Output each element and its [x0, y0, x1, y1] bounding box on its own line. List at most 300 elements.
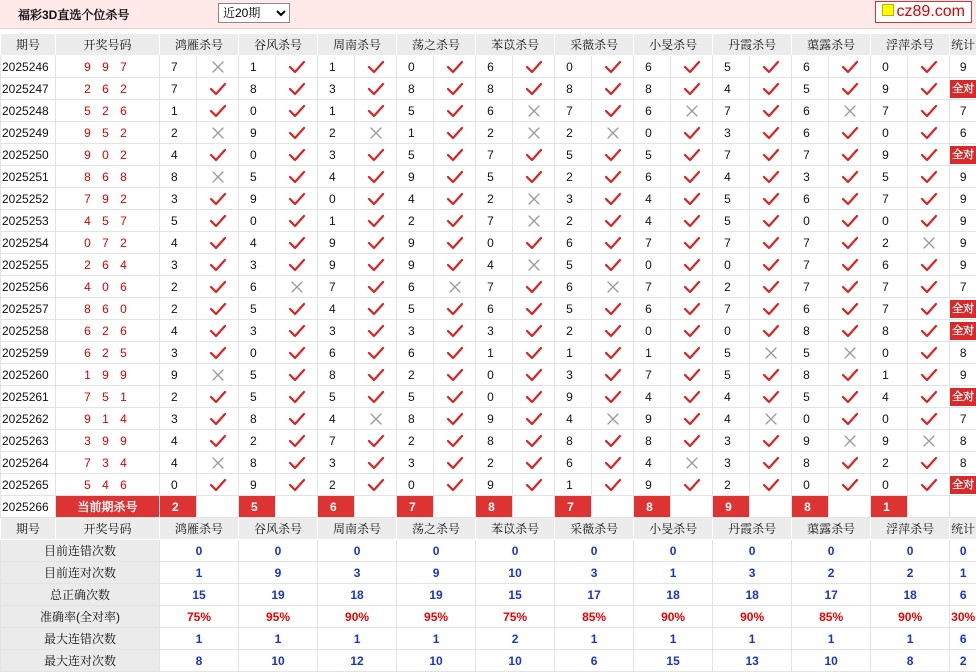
col-draw: 开奖号码 [56, 518, 160, 540]
check-icon [355, 386, 397, 408]
kill-number: 4 [160, 320, 197, 342]
stats-value: 2 [871, 562, 950, 584]
current-issue-number: 2025266 [1, 496, 56, 518]
kill-number: 9 [871, 78, 908, 100]
stats-total: 0 [950, 540, 976, 562]
issue-number: 2025258 [1, 320, 56, 342]
check-icon [513, 276, 555, 298]
check-icon [355, 144, 397, 166]
kill-number: 1 [555, 342, 592, 364]
check-icon [750, 430, 792, 452]
check-icon [671, 430, 713, 452]
check-icon [355, 474, 397, 496]
kill-number: 4 [318, 408, 355, 430]
check-icon [908, 144, 950, 166]
kill-number: 9 [792, 430, 829, 452]
cross-icon [513, 254, 555, 276]
check-icon [276, 166, 318, 188]
draw-number: 9 1 4 [56, 408, 160, 430]
kill-number: 9 [239, 188, 276, 210]
check-icon [671, 254, 713, 276]
kill-number: 3 [318, 78, 355, 100]
stats-value: 9 [397, 562, 476, 584]
logo-square-icon [882, 4, 894, 16]
kill-number: 3 [397, 452, 434, 474]
row-stat [950, 210, 976, 232]
kill-number: 2 [871, 232, 908, 254]
page-title: 福彩3D直选个位杀号 [18, 6, 129, 23]
row-stat [950, 364, 976, 386]
kill-number: 0 [239, 210, 276, 232]
stats-value: 10 [397, 650, 476, 672]
check-icon [434, 408, 476, 430]
stats-value: 0 [792, 540, 871, 562]
stats-row [1, 650, 976, 672]
kill-number: 6 [634, 56, 671, 78]
kill-number: 5 [239, 386, 276, 408]
kill-number: 0 [871, 122, 908, 144]
kill-number: 9 [239, 122, 276, 144]
check-icon [592, 452, 634, 474]
kill-number: 3 [713, 430, 750, 452]
check-icon [355, 298, 397, 320]
issue-number: 2025250 [1, 144, 56, 166]
kill-number: 1 [318, 56, 355, 78]
row-stat [950, 474, 976, 496]
issue-number: 2025248 [1, 100, 56, 122]
kill-number: 5 [555, 254, 592, 276]
all-correct-badge: 全对 [950, 322, 976, 340]
current-kill-number: 8 [792, 496, 829, 518]
kill-number: 5 [555, 298, 592, 320]
kill-number: 8 [555, 430, 592, 452]
kill-number: 3 [555, 188, 592, 210]
kill-number: 9 [476, 408, 513, 430]
issue-number: 2025256 [1, 276, 56, 298]
kill-number: 4 [239, 232, 276, 254]
col-expert: 荡之杀号 [397, 518, 476, 540]
check-icon [513, 364, 555, 386]
check-icon [276, 386, 318, 408]
check-icon [434, 100, 476, 122]
row-stat [950, 144, 976, 166]
current-kill-blank [829, 496, 871, 518]
kill-number: 7 [160, 78, 197, 100]
col-expert: 苯苡杀号 [476, 518, 555, 540]
row-stat [950, 100, 976, 122]
check-icon [276, 254, 318, 276]
check-icon [276, 56, 318, 78]
kill-number: 7 [871, 276, 908, 298]
stats-value: 0 [239, 540, 318, 562]
kill-number: 0 [397, 474, 434, 496]
stats-value: 95% [239, 606, 318, 628]
stats-value: 0 [713, 540, 792, 562]
draw-number: 7 9 2 [56, 188, 160, 210]
kill-number: 7 [713, 144, 750, 166]
check-icon [197, 430, 239, 452]
kill-number: 4 [713, 408, 750, 430]
issue-number: 2025261 [1, 386, 56, 408]
check-icon [592, 188, 634, 210]
check-icon [908, 210, 950, 232]
check-icon [355, 56, 397, 78]
stats-value: 6 [555, 650, 634, 672]
table-row [1, 298, 976, 320]
issue-number: 2025254 [1, 232, 56, 254]
check-icon [434, 254, 476, 276]
check-icon [908, 408, 950, 430]
row-stat [950, 342, 976, 364]
kill-number: 0 [397, 56, 434, 78]
kill-number: 9 [160, 364, 197, 386]
kill-number: 8 [239, 408, 276, 430]
stats-value: 0 [397, 540, 476, 562]
current-stat-blank [950, 496, 976, 518]
stats-value: 75% [160, 606, 239, 628]
kill-number: 9 [555, 386, 592, 408]
stats-value: 90% [871, 606, 950, 628]
kill-number: 6 [555, 276, 592, 298]
kill-number: 8 [476, 430, 513, 452]
kill-number: 8 [634, 78, 671, 100]
check-icon [434, 144, 476, 166]
all-correct-badge: 全对 [950, 146, 976, 164]
kill-number: 6 [476, 298, 513, 320]
kill-number: 0 [160, 474, 197, 496]
kill-number: 3 [318, 320, 355, 342]
check-icon [276, 474, 318, 496]
check-icon [197, 188, 239, 210]
check-icon [197, 386, 239, 408]
stats-value: 1 [160, 562, 239, 584]
correct-count: 9 [960, 214, 967, 228]
stats-value: 15 [160, 584, 239, 606]
stats-value: 3 [713, 562, 792, 584]
kill-number: 8 [397, 78, 434, 100]
check-icon [355, 232, 397, 254]
issue-number: 2025262 [1, 408, 56, 430]
kill-number: 4 [160, 232, 197, 254]
kill-number: 2 [555, 210, 592, 232]
kill-number: 3 [239, 254, 276, 276]
col-stat: 统计 [950, 518, 976, 540]
check-icon [197, 78, 239, 100]
check-icon [434, 188, 476, 210]
check-icon [434, 320, 476, 342]
col-expert: 小旻杀号 [634, 518, 713, 540]
kill-number: 7 [634, 232, 671, 254]
kill-number: 5 [792, 342, 829, 364]
kill-number: 3 [555, 364, 592, 386]
kill-number: 5 [397, 386, 434, 408]
col-issue: 期号 [1, 34, 56, 56]
check-icon [750, 452, 792, 474]
kill-number: 2 [318, 122, 355, 144]
check-icon [355, 100, 397, 122]
issue-number: 2025247 [1, 78, 56, 100]
kill-number: 8 [792, 364, 829, 386]
check-icon [750, 232, 792, 254]
check-icon [750, 188, 792, 210]
correct-count: 9 [960, 368, 967, 382]
cross-icon [197, 56, 239, 78]
kill-number: 8 [318, 364, 355, 386]
stats-total: 30% [950, 606, 976, 628]
kill-number: 6 [476, 56, 513, 78]
stats-value: 1 [318, 628, 397, 650]
table-row [1, 386, 976, 408]
cross-icon [908, 232, 950, 254]
check-icon [276, 144, 318, 166]
kill-number: 9 [397, 166, 434, 188]
check-icon [908, 320, 950, 342]
kill-number: 2 [555, 166, 592, 188]
check-icon [434, 122, 476, 144]
cross-icon [592, 408, 634, 430]
kill-number: 7 [160, 56, 197, 78]
check-icon [750, 298, 792, 320]
check-icon [355, 276, 397, 298]
table-row [1, 166, 976, 188]
current-kill-number: 7 [397, 496, 434, 518]
check-icon [908, 386, 950, 408]
stats-value: 3 [318, 562, 397, 584]
kill-number: 6 [792, 122, 829, 144]
kill-number: 5 [792, 386, 829, 408]
kill-number: 5 [634, 144, 671, 166]
draw-number: 7 3 4 [56, 452, 160, 474]
kill-number: 1 [871, 364, 908, 386]
check-icon [355, 254, 397, 276]
check-icon [513, 386, 555, 408]
cross-icon [829, 430, 871, 452]
kill-number: 6 [792, 188, 829, 210]
kill-number: 4 [318, 166, 355, 188]
kill-number: 0 [239, 342, 276, 364]
current-kill-blank [908, 496, 950, 518]
correct-count: 8 [960, 434, 967, 448]
check-icon [592, 210, 634, 232]
kill-number: 2 [476, 188, 513, 210]
kill-number: 1 [160, 100, 197, 122]
cross-icon [434, 276, 476, 298]
kill-number: 0 [713, 254, 750, 276]
check-icon [276, 342, 318, 364]
col-expert: 丹霞杀号 [713, 518, 792, 540]
check-icon [829, 232, 871, 254]
issue-number: 2025259 [1, 342, 56, 364]
table-row [1, 452, 976, 474]
check-icon [750, 78, 792, 100]
kill-number: 0 [713, 320, 750, 342]
kill-number: 7 [871, 188, 908, 210]
col-expert: 采薇杀号 [555, 518, 634, 540]
draw-number: 6 2 6 [56, 320, 160, 342]
stats-value: 0 [476, 540, 555, 562]
kill-number: 9 [397, 232, 434, 254]
check-icon [829, 166, 871, 188]
kill-number: 0 [476, 386, 513, 408]
draw-number: 3 9 9 [56, 430, 160, 452]
stats-value: 85% [792, 606, 871, 628]
cross-icon [750, 408, 792, 430]
kill-number: 5 [239, 298, 276, 320]
kill-number: 3 [713, 452, 750, 474]
kill-number: 5 [713, 342, 750, 364]
stats-total: 1 [950, 562, 976, 584]
kill-number: 4 [476, 254, 513, 276]
kill-number: 8 [871, 320, 908, 342]
check-icon [750, 56, 792, 78]
cross-icon [671, 100, 713, 122]
table-row [1, 408, 976, 430]
cross-icon [197, 452, 239, 474]
kill-number: 8 [476, 78, 513, 100]
kill-number: 9 [476, 474, 513, 496]
kill-number: 6 [871, 254, 908, 276]
check-icon [829, 320, 871, 342]
stats-value: 1 [792, 628, 871, 650]
check-icon [276, 408, 318, 430]
draw-number: 8 6 8 [56, 166, 160, 188]
check-icon [671, 188, 713, 210]
check-icon [671, 364, 713, 386]
kill-number: 7 [792, 276, 829, 298]
cross-icon [750, 342, 792, 364]
row-stat [950, 166, 976, 188]
table-row [1, 56, 976, 78]
table-row [1, 254, 976, 276]
check-icon [513, 452, 555, 474]
kill-number: 2 [160, 276, 197, 298]
stats-value: 1 [160, 628, 239, 650]
kill-number: 7 [476, 144, 513, 166]
draw-number: 2 6 2 [56, 78, 160, 100]
kill-number: 7 [792, 232, 829, 254]
kill-number: 7 [792, 144, 829, 166]
check-icon [671, 78, 713, 100]
stats-value: 18 [871, 584, 950, 606]
check-icon [513, 166, 555, 188]
check-icon [434, 298, 476, 320]
issue-number: 2025251 [1, 166, 56, 188]
check-icon [829, 386, 871, 408]
stats-label: 最大连对次数 [1, 650, 160, 672]
col-expert: 苯苡杀号 [476, 34, 555, 56]
current-kill-blank [513, 496, 555, 518]
kill-number: 3 [160, 254, 197, 276]
kill-number: 0 [871, 474, 908, 496]
cross-icon [908, 430, 950, 452]
logo-text: cz89.com [897, 3, 965, 20]
check-icon [355, 452, 397, 474]
kill-number: 0 [792, 408, 829, 430]
issue-number: 2025253 [1, 210, 56, 232]
table-row [1, 430, 976, 452]
kill-number: 5 [397, 298, 434, 320]
kill-number: 5 [397, 144, 434, 166]
check-icon [513, 342, 555, 364]
kill-number: 6 [634, 166, 671, 188]
check-icon [434, 342, 476, 364]
check-icon [592, 298, 634, 320]
draw-number: 2 6 4 [56, 254, 160, 276]
stats-value: 0 [871, 540, 950, 562]
check-icon [908, 56, 950, 78]
kill-number: 4 [634, 188, 671, 210]
draw-number: 5 2 6 [56, 100, 160, 122]
stats-label: 目前连对次数 [1, 562, 160, 584]
check-icon [750, 386, 792, 408]
check-icon [592, 474, 634, 496]
kill-number: 2 [160, 122, 197, 144]
kill-number: 0 [871, 210, 908, 232]
site-logo[interactable] [875, 1, 972, 23]
stats-value: 0 [160, 540, 239, 562]
check-icon [908, 254, 950, 276]
check-icon [908, 298, 950, 320]
stats-rows [1, 540, 976, 672]
kill-number: 0 [239, 144, 276, 166]
kill-number: 5 [239, 166, 276, 188]
period-select[interactable] [218, 3, 290, 23]
current-kill-number: 7 [555, 496, 592, 518]
kill-number: 4 [634, 452, 671, 474]
kill-number: 2 [713, 276, 750, 298]
kill-number: 7 [555, 100, 592, 122]
col-expert: 小旻杀号 [634, 34, 713, 56]
kill-number: 3 [397, 320, 434, 342]
kill-number: 6 [792, 56, 829, 78]
kill-number: 7 [713, 298, 750, 320]
stats-value: 10 [792, 650, 871, 672]
check-icon [592, 320, 634, 342]
check-icon [276, 232, 318, 254]
kill-number: 6 [476, 100, 513, 122]
kill-number: 9 [871, 430, 908, 452]
correct-count: 9 [960, 258, 967, 272]
kill-number: 0 [792, 210, 829, 232]
stats-value: 10 [476, 650, 555, 672]
kill-number: 2 [713, 474, 750, 496]
col-expert: 丹霞杀号 [713, 34, 792, 56]
kill-number: 0 [634, 122, 671, 144]
draw-number: 4 5 7 [56, 210, 160, 232]
row-stat [950, 408, 976, 430]
kill-number: 8 [792, 452, 829, 474]
current-kill-number: 2 [160, 496, 197, 518]
check-icon [750, 144, 792, 166]
draw-number: 9 5 2 [56, 122, 160, 144]
check-icon [434, 430, 476, 452]
stats-value: 1 [713, 628, 792, 650]
kill-number: 5 [239, 364, 276, 386]
stats-label: 准确率(全对率) [1, 606, 160, 628]
check-icon [829, 254, 871, 276]
cross-icon [276, 276, 318, 298]
kill-number: 8 [239, 78, 276, 100]
stats-total: 6 [950, 628, 976, 650]
kill-number: 0 [871, 408, 908, 430]
current-kill-blank [355, 496, 397, 518]
check-icon [434, 78, 476, 100]
stats-value: 85% [555, 606, 634, 628]
kill-number: 3 [713, 122, 750, 144]
table-row [1, 144, 976, 166]
table-row [1, 188, 976, 210]
check-icon [513, 298, 555, 320]
